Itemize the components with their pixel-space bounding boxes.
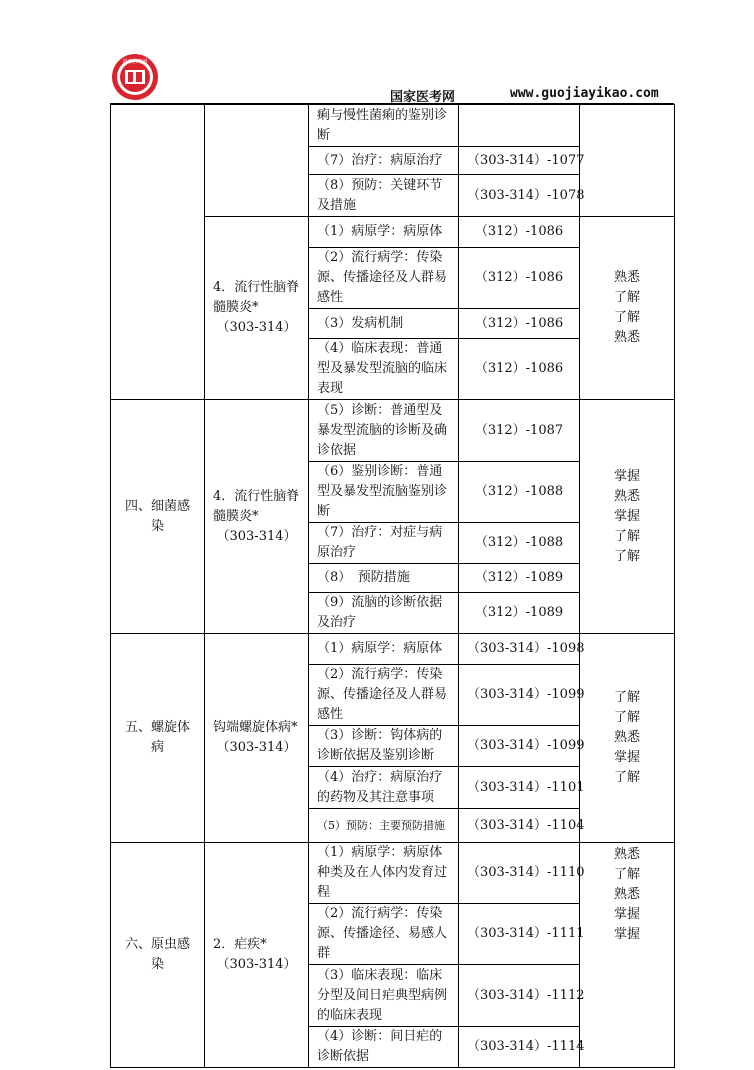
ref-cell: （303-314）-1104 — [459, 809, 580, 843]
item-cell: （2）流行病学：传染源、传播途径、易感人群 — [309, 904, 459, 965]
site-name: 国家医考网 — [390, 90, 456, 105]
section-cell: 六、原虫感染 — [111, 843, 205, 1068]
ref-cell: （312）-1086 — [459, 248, 580, 309]
ref-cell: （312）-1089 — [459, 593, 580, 634]
item-cell: （9）流脑的诊断依据及治疗 — [309, 593, 459, 634]
item-cell: （1）病原学：病原体 — [309, 634, 459, 665]
item-cell: （5）预防：主要预防措施 — [309, 809, 459, 843]
ref-cell: （303-314）-1101 — [459, 767, 580, 809]
site-url[interactable]: www.guojiayikao.com — [510, 86, 659, 101]
level-cell: 熟悉 了解 了解 熟悉 — [580, 217, 675, 400]
ref-cell: （303-314）-1114 — [459, 1027, 580, 1068]
table-row — [111, 843, 675, 904]
level-cell — [580, 105, 675, 217]
item-cell: （3）发病机制 — [309, 309, 459, 339]
item-cell: （2）流行病学：传染源、传播途径及人群易感性 — [309, 248, 459, 309]
ref-cell: （312）-1086 — [459, 217, 580, 248]
disease-cell: 4．流行性脑脊 髓膜炎* （303-314） — [205, 217, 309, 400]
item-cell: （7）治疗：对症与病原治疗 — [309, 523, 459, 564]
item-cell: （7）治疗：病原治疗 — [309, 147, 459, 175]
ref-cell: （303-314）-1099 — [459, 726, 580, 767]
item-cell: 痢与慢性菌痢的鉴别诊断 — [309, 105, 459, 147]
ref-cell: （303-314）-1078 — [459, 175, 580, 217]
table-row — [111, 105, 675, 147]
level-cell: 掌握 熟悉 掌握 了解 了解 — [580, 400, 675, 634]
item-cell: （3）诊断：钩体病的诊断依据及鉴别诊断 — [309, 726, 459, 767]
syllabus-table — [110, 104, 675, 1068]
section-cell — [111, 105, 205, 400]
item-cell: （1）病原学：病原体 — [309, 217, 459, 248]
section-cell: 四、细菌感染 — [111, 400, 205, 634]
table-row — [111, 634, 675, 665]
item-cell: （8） 预防措施 — [309, 564, 459, 593]
level-cell: 熟悉 了解 熟悉 掌握 掌握 — [580, 843, 675, 1068]
table-row — [111, 400, 675, 462]
disease-cell: 2．疟疾* （303-314） — [205, 843, 309, 1068]
ref-cell: （312）-1087 — [459, 400, 580, 462]
item-cell: （5）诊断：普通型及暴发型流脑的诊断及确诊依据 — [309, 400, 459, 462]
item-cell: （3）临床表现：临床分型及间日疟典型病例的临床表现 — [309, 965, 459, 1027]
item-cell: （4）临床表现：普通型及暴发型流脑的临床表现 — [309, 339, 459, 400]
item-cell: （4）诊断：间日疟的诊断依据 — [309, 1027, 459, 1068]
disease-cell: 4．流行性脑脊 髓膜炎* （303-314） — [205, 400, 309, 634]
ref-cell — [459, 105, 580, 147]
ref-cell: （312）-1086 — [459, 339, 580, 400]
ref-cell: （303-314）-1112 — [459, 965, 580, 1027]
ref-cell: （312）-1089 — [459, 564, 580, 593]
section-cell: 五、螺旋体病 — [111, 634, 205, 843]
level-cell: 了解 了解 熟悉 掌握 了解 — [580, 634, 675, 843]
ref-cell: （312）-1088 — [459, 523, 580, 564]
ref-cell: （303-314）-1098 — [459, 634, 580, 665]
svg-text:国家医考网: 国家医考网 — [122, 59, 148, 65]
disease-cell: 钩端螺旋体病* （303-314） — [205, 634, 309, 843]
item-cell: （4）治疗：病原治疗的药物及其注意事项 — [309, 767, 459, 809]
item-cell: （6）鉴别诊断：普通型及暴发型流脑鉴别诊断 — [309, 462, 459, 523]
ref-cell: （312）-1086 — [459, 309, 580, 339]
ref-cell: （303-314）-1077 — [459, 147, 580, 175]
item-cell: （8）预防：关键环节及措施 — [309, 175, 459, 217]
item-cell: （1）病原学：病原体种类及在人体内发育过程 — [309, 843, 459, 904]
site-logo — [110, 52, 160, 102]
ref-cell: （303-314）-1111 — [459, 904, 580, 965]
ref-cell: （312）-1088 — [459, 462, 580, 523]
ref-cell: （303-314）-1099 — [459, 665, 580, 726]
disease-cell — [205, 105, 309, 217]
item-cell: （2）流行病学：传染源、传播途径及人群易感性 — [309, 665, 459, 726]
ref-cell: （303-314）-1110 — [459, 843, 580, 904]
